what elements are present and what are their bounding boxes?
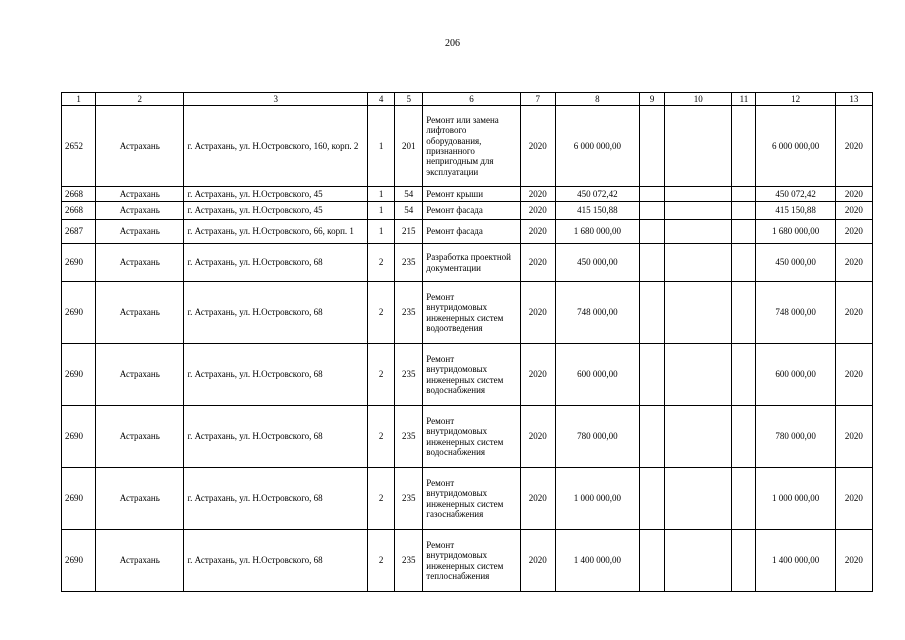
table-header-row	[62, 93, 873, 106]
col9-cell	[640, 202, 665, 220]
work-type-cell: Ремонт фасада	[423, 220, 520, 244]
col11-cell	[732, 468, 756, 530]
city-cell: Астрахань	[96, 282, 184, 344]
col4-cell: 1	[368, 202, 395, 220]
col9-cell	[640, 220, 665, 244]
col9-cell	[640, 406, 665, 468]
col5-cell: 235	[395, 530, 423, 592]
table-row	[62, 468, 873, 530]
work-type-cell: Разработка проектной документации	[423, 244, 520, 282]
table-row	[62, 282, 873, 344]
year-cell: 2020	[520, 468, 555, 530]
year-cell: 2020	[520, 244, 555, 282]
col11-cell	[732, 106, 756, 187]
city-cell: Астрахань	[96, 344, 184, 406]
record-id-cell: 2690	[62, 282, 96, 344]
total-cost-cell: 748 000,00	[756, 282, 835, 344]
col4-cell: 1	[368, 220, 395, 244]
total-cost-cell: 6 000 000,00	[756, 106, 835, 187]
year-end-cell: 2020	[835, 202, 872, 220]
record-id-cell: 2687	[62, 220, 96, 244]
col5-cell: 235	[395, 406, 423, 468]
year-cell: 2020	[520, 202, 555, 220]
address-cell: г. Астрахань, ул. Н.Островского, 68	[184, 282, 368, 344]
table-row	[62, 220, 873, 244]
col9-cell	[640, 106, 665, 187]
cost-cell: 1 400 000,00	[555, 530, 639, 592]
total-cost-cell: 600 000,00	[756, 344, 835, 406]
table-row	[62, 202, 873, 220]
col11-cell	[732, 282, 756, 344]
city-cell: Астрахань	[96, 187, 184, 202]
address-cell: г. Астрахань, ул. Н.Островского, 68	[184, 468, 368, 530]
year-end-cell: 2020	[835, 406, 872, 468]
col9-cell	[640, 530, 665, 592]
address-cell: г. Астрахань, ул. Н.Островского, 66, корп. 1	[184, 220, 368, 244]
table-row	[62, 530, 873, 592]
page-number: 206	[445, 38, 460, 49]
repair-registry-table	[61, 92, 873, 592]
col4-cell: 2	[368, 244, 395, 282]
col5-cell: 235	[395, 468, 423, 530]
year-end-cell: 2020	[835, 344, 872, 406]
cost-cell: 1 000 000,00	[555, 468, 639, 530]
work-type-cell: Ремонт или замена лифтового оборудования, признанного непригодным для эксплуатации	[423, 106, 520, 187]
year-cell: 2020	[520, 220, 555, 244]
address-cell: г. Астрахань, ул. Н.Островского, 45	[184, 202, 368, 220]
record-id-cell: 2690	[62, 406, 96, 468]
address-cell: г. Астрахань, ул. Н.Островского, 68	[184, 406, 368, 468]
col9-cell	[640, 244, 665, 282]
col5-cell: 235	[395, 344, 423, 406]
work-type-cell: Ремонт внутридомовых инженерных систем теплоснабжения	[423, 530, 520, 592]
cost-cell: 450 072,42	[555, 187, 639, 202]
year-cell: 2020	[520, 406, 555, 468]
column-header: 13	[835, 93, 872, 106]
record-id-cell: 2668	[62, 187, 96, 202]
col4-cell: 1	[368, 106, 395, 187]
col4-cell: 2	[368, 530, 395, 592]
col10-cell	[665, 220, 732, 244]
work-type-cell: Ремонт фасада	[423, 202, 520, 220]
city-cell: Астрахань	[96, 406, 184, 468]
col5-cell: 201	[395, 106, 423, 187]
year-cell: 2020	[520, 282, 555, 344]
year-cell: 2020	[520, 344, 555, 406]
col4-cell: 2	[368, 406, 395, 468]
col5-cell: 235	[395, 244, 423, 282]
col11-cell	[732, 220, 756, 244]
year-end-cell: 2020	[835, 220, 872, 244]
column-header: 11	[732, 93, 756, 106]
city-cell: Астрахань	[96, 106, 184, 187]
work-type-cell: Ремонт крыши	[423, 187, 520, 202]
column-header: 9	[640, 93, 665, 106]
col9-cell	[640, 468, 665, 530]
col5-cell: 54	[395, 202, 423, 220]
year-end-cell: 2020	[835, 468, 872, 530]
cost-cell: 415 150,88	[555, 202, 639, 220]
cost-cell: 6 000 000,00	[555, 106, 639, 187]
column-header: 2	[96, 93, 184, 106]
year-end-cell: 2020	[835, 244, 872, 282]
col11-cell	[732, 530, 756, 592]
col4-cell: 2	[368, 344, 395, 406]
table-row	[62, 244, 873, 282]
work-type-cell: Ремонт внутридомовых инженерных систем газоснабжения	[423, 468, 520, 530]
col10-cell	[665, 282, 732, 344]
table-row	[62, 406, 873, 468]
record-id-cell: 2690	[62, 344, 96, 406]
cost-cell: 748 000,00	[555, 282, 639, 344]
city-cell: Астрахань	[96, 530, 184, 592]
record-id-cell: 2690	[62, 244, 96, 282]
table-row	[62, 187, 873, 202]
col9-cell	[640, 344, 665, 406]
city-cell: Астрахань	[96, 202, 184, 220]
record-id-cell: 2652	[62, 106, 96, 187]
column-header: 4	[368, 93, 395, 106]
year-cell: 2020	[520, 530, 555, 592]
address-cell: г. Астрахань, ул. Н.Островского, 68	[184, 344, 368, 406]
col10-cell	[665, 468, 732, 530]
col9-cell	[640, 282, 665, 344]
col10-cell	[665, 406, 732, 468]
year-end-cell: 2020	[835, 530, 872, 592]
col10-cell	[665, 187, 732, 202]
city-cell: Астрахань	[96, 220, 184, 244]
col4-cell: 2	[368, 468, 395, 530]
total-cost-cell: 1 400 000,00	[756, 530, 835, 592]
col11-cell	[732, 344, 756, 406]
work-type-cell: Ремонт внутридомовых инженерных систем водоснабжения	[423, 406, 520, 468]
col11-cell	[732, 406, 756, 468]
col4-cell: 2	[368, 282, 395, 344]
col10-cell	[665, 106, 732, 187]
col11-cell	[732, 202, 756, 220]
column-header: 10	[665, 93, 732, 106]
work-type-cell: Ремонт внутридомовых инженерных систем водоснабжения	[423, 344, 520, 406]
col10-cell	[665, 530, 732, 592]
record-id-cell: 2690	[62, 468, 96, 530]
record-id-cell: 2690	[62, 530, 96, 592]
year-end-cell: 2020	[835, 106, 872, 187]
table-row	[62, 106, 873, 187]
col5-cell: 215	[395, 220, 423, 244]
column-header: 12	[756, 93, 835, 106]
cost-cell: 780 000,00	[555, 406, 639, 468]
col10-cell	[665, 202, 732, 220]
year-cell: 2020	[520, 187, 555, 202]
total-cost-cell: 1 000 000,00	[756, 468, 835, 530]
col5-cell: 235	[395, 282, 423, 344]
column-header: 8	[555, 93, 639, 106]
city-cell: Астрахань	[96, 244, 184, 282]
total-cost-cell: 415 150,88	[756, 202, 835, 220]
address-cell: г. Астрахань, ул. Н.Островского, 68	[184, 530, 368, 592]
col10-cell	[665, 344, 732, 406]
address-cell: г. Астрахань, ул. Н.Островского, 45	[184, 187, 368, 202]
year-end-cell: 2020	[835, 187, 872, 202]
record-id-cell: 2668	[62, 202, 96, 220]
total-cost-cell: 1 680 000,00	[756, 220, 835, 244]
city-cell: Астрахань	[96, 468, 184, 530]
year-end-cell: 2020	[835, 282, 872, 344]
address-cell: г. Астрахань, ул. Н.Островского, 160, корп. 2	[184, 106, 368, 187]
column-header: 7	[520, 93, 555, 106]
col4-cell: 1	[368, 187, 395, 202]
cost-cell: 450 000,00	[555, 244, 639, 282]
col11-cell	[732, 244, 756, 282]
column-header: 5	[395, 93, 423, 106]
column-header: 6	[423, 93, 520, 106]
column-header: 1	[62, 93, 96, 106]
total-cost-cell: 450 072,42	[756, 187, 835, 202]
col10-cell	[665, 244, 732, 282]
work-type-cell: Ремонт внутридомовых инженерных систем водоотведения	[423, 282, 520, 344]
total-cost-cell: 780 000,00	[756, 406, 835, 468]
cost-cell: 1 680 000,00	[555, 220, 639, 244]
col11-cell	[732, 187, 756, 202]
address-cell: г. Астрахань, ул. Н.Островского, 68	[184, 244, 368, 282]
col9-cell	[640, 187, 665, 202]
year-cell: 2020	[520, 106, 555, 187]
cost-cell: 600 000,00	[555, 344, 639, 406]
column-header: 3	[184, 93, 368, 106]
table-row	[62, 344, 873, 406]
col5-cell: 54	[395, 187, 423, 202]
total-cost-cell: 450 000,00	[756, 244, 835, 282]
